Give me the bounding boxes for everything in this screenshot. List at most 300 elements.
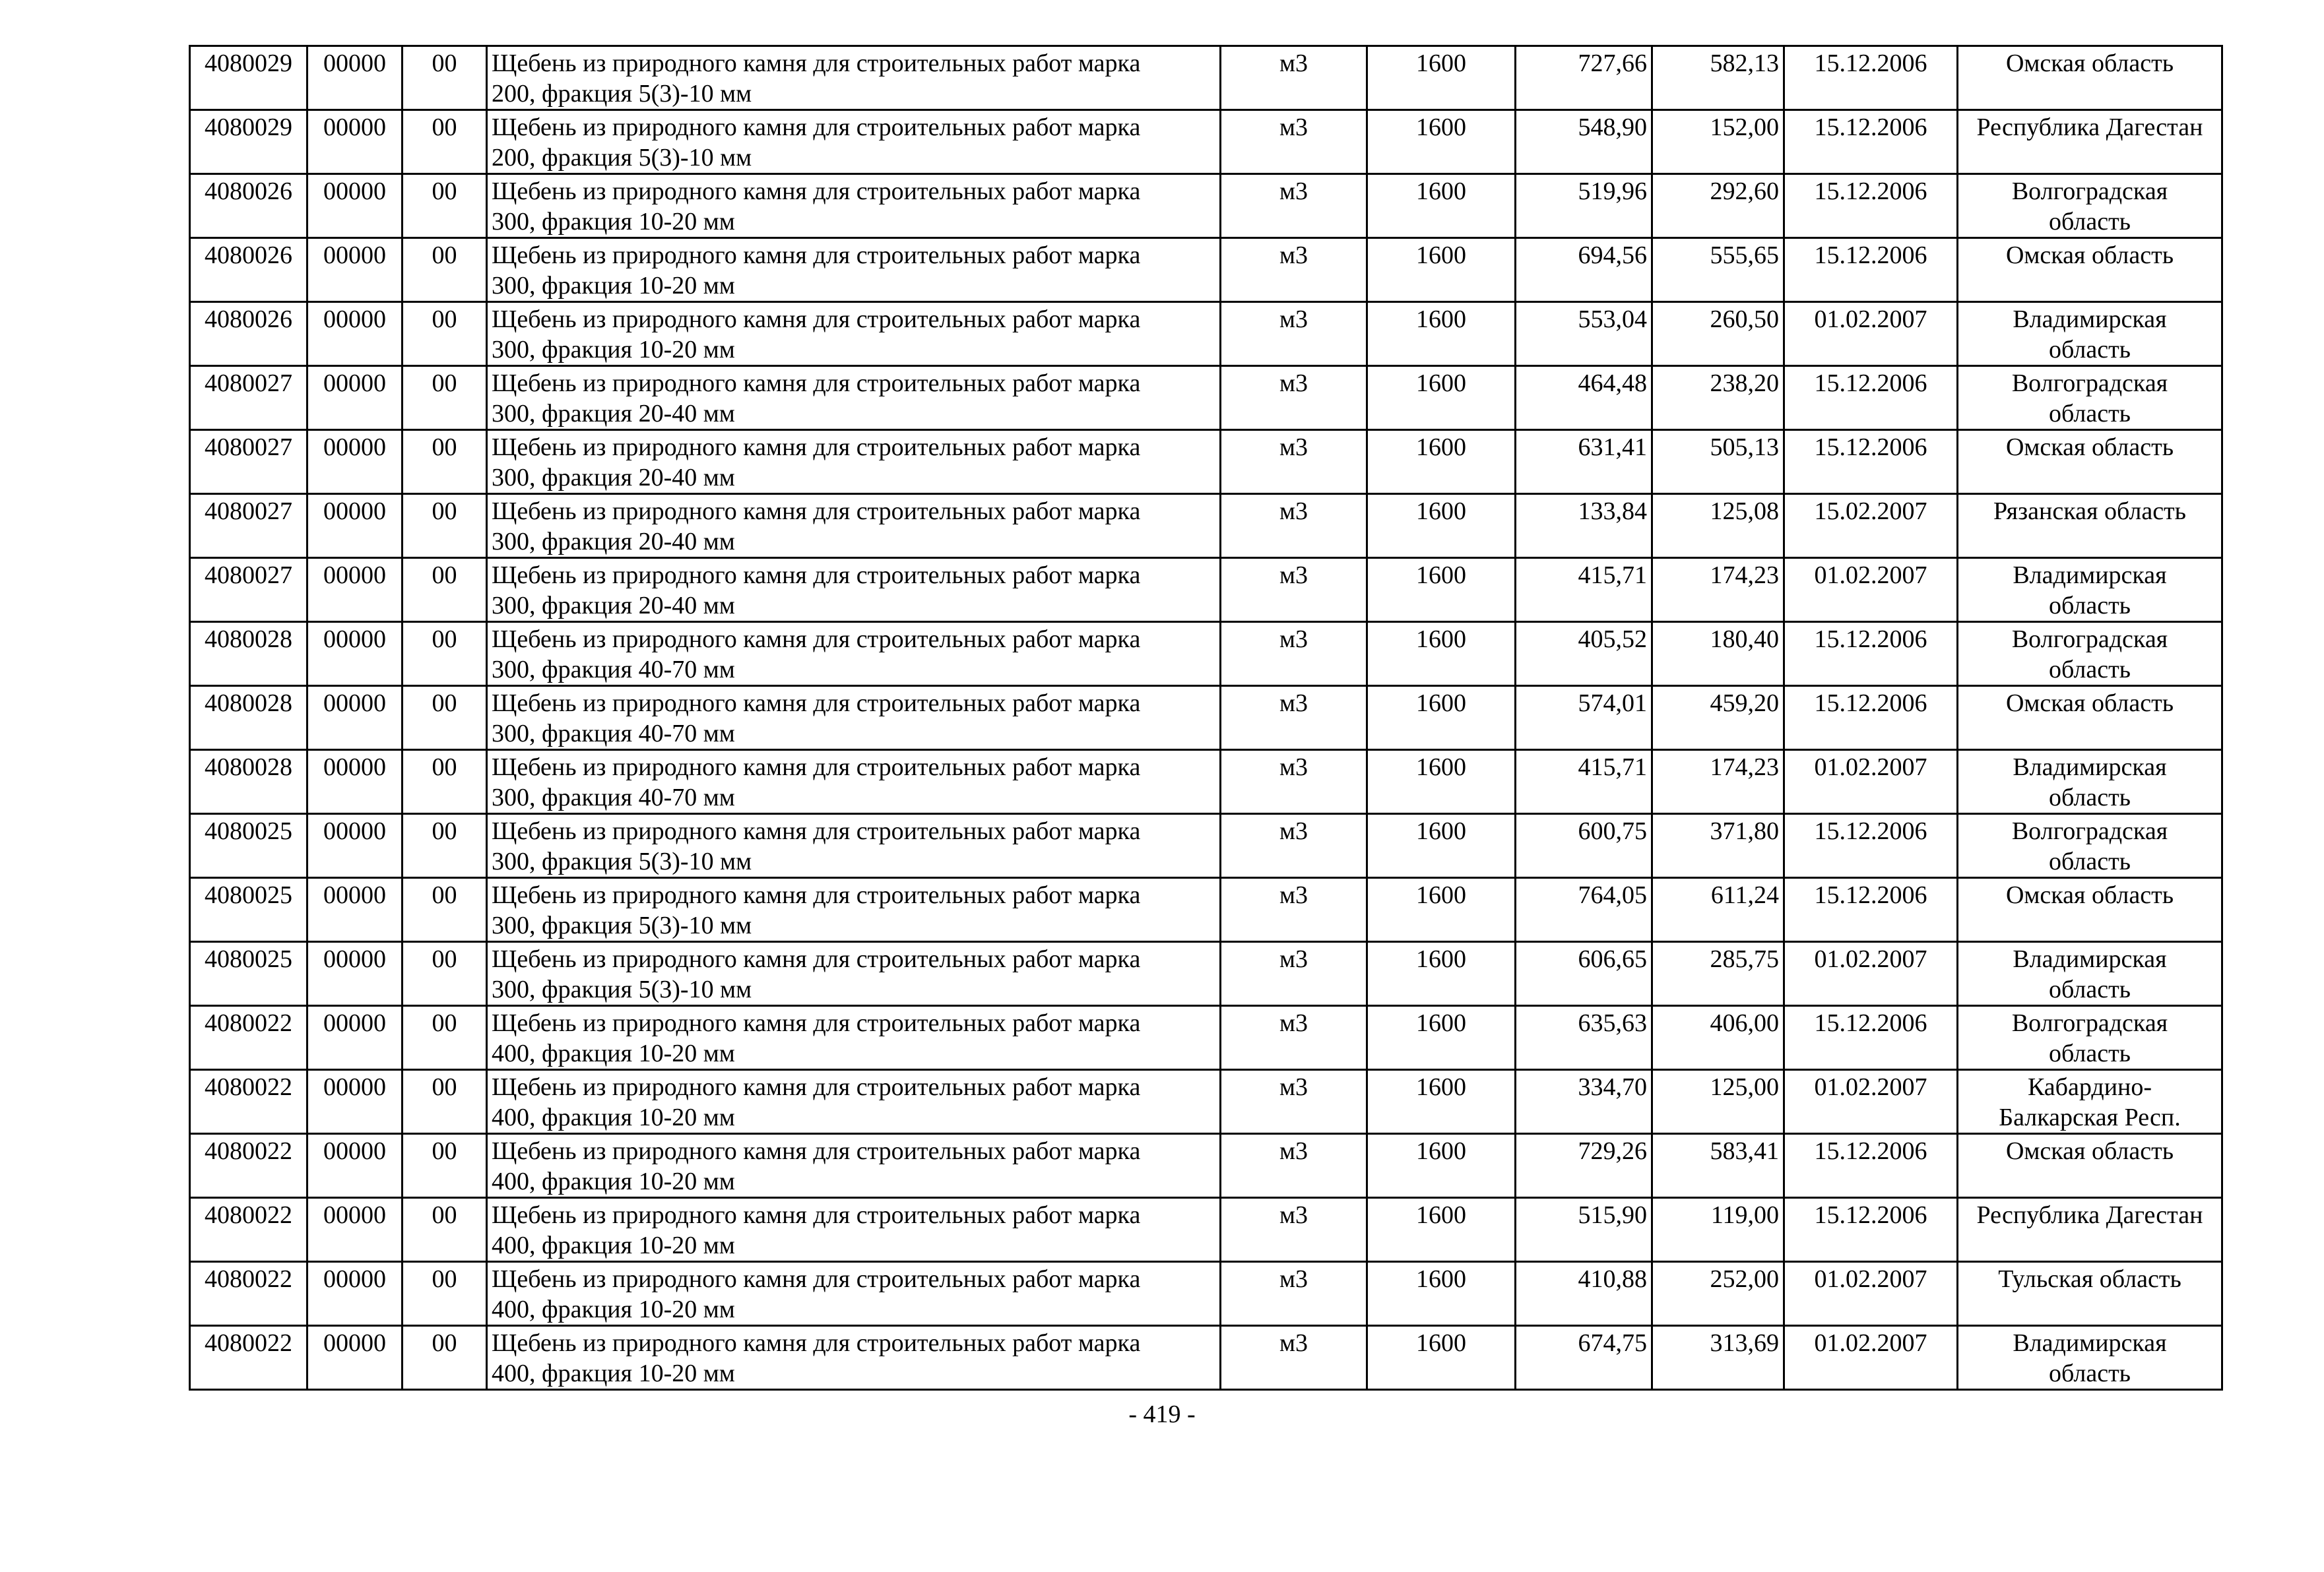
material-name-line2: 300, фракция 20-40 мм <box>492 592 735 619</box>
resource-code-cell <box>190 622 307 686</box>
subcode: 00000 <box>323 1265 386 1293</box>
date: 15.12.2006 <box>1814 113 1927 141</box>
page-number: - 419 - <box>1128 1400 1196 1428</box>
price2: 292,60 <box>1710 177 1779 205</box>
material-name-line1: Щебень из природного камня для строительных работ марка <box>492 1265 1141 1293</box>
subcode2: 00 <box>432 1009 457 1037</box>
subcode: 00000 <box>323 305 386 333</box>
quantity: 1600 <box>1416 241 1466 269</box>
region-cell <box>1958 686 2222 750</box>
price2: 582,13 <box>1710 49 1779 77</box>
subcode-cell <box>307 302 403 366</box>
subcode2: 00 <box>432 177 457 205</box>
unit-cell <box>1221 238 1367 302</box>
region-line1: Республика Дагестан <box>1976 1201 2203 1229</box>
unit: м3 <box>1279 753 1308 781</box>
unit-cell <box>1221 1326 1367 1390</box>
date-cell <box>1784 622 1958 686</box>
material-name-line1: Щебень из природного камня для строительных работ марка <box>492 1009 1141 1037</box>
region-line2: область <box>2048 784 2131 811</box>
price2-cell <box>1652 1198 1784 1262</box>
unit: м3 <box>1279 689 1308 717</box>
resource-code: 4080028 <box>205 753 292 781</box>
date-cell <box>1784 110 1958 174</box>
subcode: 00000 <box>323 561 386 589</box>
unit: м3 <box>1279 497 1308 525</box>
price2: 555,65 <box>1710 241 1779 269</box>
table-row <box>190 558 2222 622</box>
resource-code: 4080026 <box>205 305 292 333</box>
price2-cell <box>1652 1262 1784 1326</box>
region-cell <box>1958 494 2222 558</box>
material-name-line2: 300, фракция 40-70 мм <box>492 784 735 811</box>
material-name-line2: 300, фракция 5(3)-10 мм <box>492 912 752 939</box>
price2-cell <box>1652 302 1784 366</box>
resource-code: 4080029 <box>205 49 292 77</box>
subcode2-cell <box>403 1070 487 1134</box>
region-cell <box>1958 238 2222 302</box>
quantity-cell <box>1367 1134 1516 1198</box>
unit: м3 <box>1279 177 1308 205</box>
subcode-cell <box>307 430 403 494</box>
date-cell <box>1784 750 1958 814</box>
subcode: 00000 <box>323 49 386 77</box>
price1: 674,75 <box>1578 1329 1647 1357</box>
subcode2: 00 <box>432 433 457 461</box>
date: 01.02.2007 <box>1814 753 1927 781</box>
material-name-line2: 300, фракция 20-40 мм <box>492 528 735 555</box>
date: 15.12.2006 <box>1814 177 1927 205</box>
table-row <box>190 238 2222 302</box>
subcode2-cell <box>403 366 487 430</box>
region-cell <box>1958 1006 2222 1070</box>
price1: 334,70 <box>1578 1073 1647 1101</box>
price2-cell <box>1652 686 1784 750</box>
price2: 238,20 <box>1710 369 1779 397</box>
subcode-cell <box>307 1198 403 1262</box>
region-line1: Кабардино- <box>2027 1073 2152 1101</box>
price2-cell <box>1652 1134 1784 1198</box>
region-line2: область <box>2048 976 2131 1003</box>
material-name-cell <box>487 110 1221 174</box>
date: 15.12.2006 <box>1814 1137 1927 1165</box>
price2-cell <box>1652 622 1784 686</box>
date-cell <box>1784 238 1958 302</box>
date-cell <box>1784 494 1958 558</box>
material-name-cell <box>487 366 1221 430</box>
material-name-line1: Щебень из природного камня для строительных работ марка <box>492 241 1141 269</box>
price1-cell <box>1516 302 1652 366</box>
material-name-cell <box>487 686 1221 750</box>
date: 01.02.2007 <box>1814 305 1927 333</box>
region-cell <box>1958 1198 2222 1262</box>
quantity: 1600 <box>1416 433 1466 461</box>
unit: м3 <box>1279 561 1308 589</box>
date: 15.12.2006 <box>1814 1201 1927 1229</box>
region-line1: Омская область <box>2005 689 2174 717</box>
resource-code-cell <box>190 1326 307 1390</box>
subcode2-cell <box>403 1262 487 1326</box>
region-cell <box>1958 46 2222 110</box>
material-name-cell <box>487 558 1221 622</box>
resource-code-cell <box>190 366 307 430</box>
material-name-cell <box>487 1262 1221 1326</box>
resource-code: 4080027 <box>205 561 292 589</box>
unit: м3 <box>1279 433 1308 461</box>
material-name-line2: 400, фракция 10-20 мм <box>492 1360 735 1387</box>
price2: 611,24 <box>1710 881 1779 909</box>
region-cell <box>1958 814 2222 878</box>
subcode: 00000 <box>323 241 386 269</box>
table-row <box>190 878 2222 942</box>
subcode2: 00 <box>432 369 457 397</box>
price1: 553,04 <box>1578 305 1647 333</box>
material-name-line2: 300, фракция 5(3)-10 мм <box>492 848 752 875</box>
quantity-cell <box>1367 366 1516 430</box>
subcode2: 00 <box>432 113 457 141</box>
date-cell <box>1784 1262 1958 1326</box>
material-name-line1: Щебень из природного камня для строительных работ марка <box>492 1329 1141 1357</box>
resource-code: 4080026 <box>205 241 292 269</box>
resource-code: 4080027 <box>205 497 292 525</box>
price1-cell <box>1516 1006 1652 1070</box>
resource-code-cell <box>190 558 307 622</box>
price1-cell <box>1516 814 1652 878</box>
price1: 729,26 <box>1578 1137 1647 1165</box>
material-name-cell <box>487 1070 1221 1134</box>
region-line1: Волгоградская <box>2011 817 2168 845</box>
material-name-line2: 300, фракция 10-20 мм <box>492 208 735 236</box>
price2-cell <box>1652 174 1784 238</box>
resource-code-cell <box>190 1006 307 1070</box>
resource-code-cell <box>190 942 307 1006</box>
subcode-cell <box>307 1262 403 1326</box>
region-cell <box>1958 622 2222 686</box>
material-name-line1: Щебень из природного камня для строительных работ марка <box>492 49 1141 77</box>
quantity-cell <box>1367 750 1516 814</box>
quantity-cell <box>1367 1198 1516 1262</box>
date: 01.02.2007 <box>1814 945 1927 973</box>
material-name-line2: 400, фракция 10-20 мм <box>492 1296 735 1323</box>
subcode2-cell <box>403 238 487 302</box>
resource-code-cell <box>190 1262 307 1326</box>
material-name-line2: 300, фракция 20-40 мм <box>492 400 735 427</box>
unit: м3 <box>1279 1329 1308 1357</box>
subcode: 00000 <box>323 497 386 525</box>
subcode-cell <box>307 1134 403 1198</box>
unit-cell <box>1221 1198 1367 1262</box>
price2: 459,20 <box>1710 689 1779 717</box>
quantity: 1600 <box>1416 753 1466 781</box>
date: 01.02.2007 <box>1814 561 1927 589</box>
table-row <box>190 1070 2222 1134</box>
subcode2-cell <box>403 494 487 558</box>
price1: 606,65 <box>1578 945 1647 973</box>
date-cell <box>1784 366 1958 430</box>
region-line1: Владимирская <box>2013 1329 2167 1357</box>
subcode-cell <box>307 750 403 814</box>
quantity-cell <box>1367 686 1516 750</box>
material-name-line1: Щебень из природного камня для строительных работ марка <box>492 305 1141 333</box>
quantity: 1600 <box>1416 497 1466 525</box>
price1: 727,66 <box>1578 49 1647 77</box>
unit: м3 <box>1279 1137 1308 1165</box>
resource-code: 4080027 <box>205 369 292 397</box>
price1-cell <box>1516 430 1652 494</box>
subcode2-cell <box>403 46 487 110</box>
date: 01.02.2007 <box>1814 1073 1927 1101</box>
resource-code-cell <box>190 1134 307 1198</box>
price2-cell <box>1652 238 1784 302</box>
price1-cell <box>1516 46 1652 110</box>
quantity-cell <box>1367 878 1516 942</box>
quantity-cell <box>1367 1262 1516 1326</box>
subcode2-cell <box>403 302 487 366</box>
date-cell <box>1784 1006 1958 1070</box>
quantity: 1600 <box>1416 561 1466 589</box>
quantity-cell <box>1367 1070 1516 1134</box>
resource-code: 4080022 <box>205 1009 292 1037</box>
subcode2: 00 <box>432 881 457 909</box>
region-cell <box>1958 174 2222 238</box>
material-name-cell <box>487 302 1221 366</box>
subcode-cell <box>307 174 403 238</box>
price1-cell <box>1516 1070 1652 1134</box>
table-row <box>190 494 2222 558</box>
resource-code-cell <box>190 302 307 366</box>
price1-cell <box>1516 942 1652 1006</box>
material-name-line1: Щебень из природного камня для строительных работ марка <box>492 881 1141 909</box>
price1-cell <box>1516 1262 1652 1326</box>
material-name-cell <box>487 750 1221 814</box>
material-name-line2: 200, фракция 5(3)-10 мм <box>492 80 752 108</box>
table-row <box>190 814 2222 878</box>
quantity-cell <box>1367 110 1516 174</box>
subcode-cell <box>307 238 403 302</box>
quantity: 1600 <box>1416 1073 1466 1101</box>
quantity: 1600 <box>1416 305 1466 333</box>
table-row <box>190 366 2222 430</box>
price2-cell <box>1652 494 1784 558</box>
quantity: 1600 <box>1416 689 1466 717</box>
material-name-line1: Щебень из природного камня для строительных работ марка <box>492 369 1141 397</box>
material-name-cell <box>487 494 1221 558</box>
subcode: 00000 <box>323 1201 386 1229</box>
resource-code-cell <box>190 686 307 750</box>
unit: м3 <box>1279 945 1308 973</box>
resource-code: 4080022 <box>205 1265 292 1293</box>
unit-cell <box>1221 1070 1367 1134</box>
region-cell <box>1958 302 2222 366</box>
material-name-cell <box>487 1006 1221 1070</box>
price2-cell <box>1652 430 1784 494</box>
price2-cell <box>1652 46 1784 110</box>
subcode2: 00 <box>432 305 457 333</box>
subcode-cell <box>307 46 403 110</box>
subcode: 00000 <box>323 817 386 845</box>
price2: 285,75 <box>1710 945 1779 973</box>
subcode: 00000 <box>323 689 386 717</box>
table-body <box>190 46 2222 1390</box>
date-cell <box>1784 302 1958 366</box>
unit: м3 <box>1279 305 1308 333</box>
price2-cell <box>1652 1326 1784 1390</box>
region-line2: область <box>2048 400 2131 427</box>
material-name-line1: Щебень из природного камня для строительных работ марка <box>492 625 1141 653</box>
price2-cell <box>1652 110 1784 174</box>
material-name-line2: 300, фракция 20-40 мм <box>492 464 735 491</box>
quantity-cell <box>1367 174 1516 238</box>
table-row <box>190 686 2222 750</box>
subcode2: 00 <box>432 1265 457 1293</box>
date: 01.02.2007 <box>1814 1329 1927 1357</box>
unit: м3 <box>1279 625 1308 653</box>
region-line2: область <box>2048 336 2131 363</box>
region-cell <box>1958 558 2222 622</box>
subcode: 00000 <box>323 945 386 973</box>
resource-code-cell <box>190 46 307 110</box>
resource-code-cell <box>190 750 307 814</box>
unit-cell <box>1221 1262 1367 1326</box>
subcode-cell <box>307 558 403 622</box>
subcode-cell <box>307 1070 403 1134</box>
subcode2: 00 <box>432 49 457 77</box>
unit: м3 <box>1279 369 1308 397</box>
material-name-line2: 300, фракция 5(3)-10 мм <box>492 976 752 1003</box>
price1-cell <box>1516 1134 1652 1198</box>
region-cell <box>1958 1070 2222 1134</box>
material-name-line2: 300, фракция 10-20 мм <box>492 336 735 363</box>
price1-cell <box>1516 686 1652 750</box>
price2-cell <box>1652 814 1784 878</box>
quantity: 1600 <box>1416 113 1466 141</box>
material-name-line2: 300, фракция 40-70 мм <box>492 720 735 747</box>
subcode2: 00 <box>432 241 457 269</box>
quantity-cell <box>1367 1006 1516 1070</box>
resource-code-cell <box>190 238 307 302</box>
quantity: 1600 <box>1416 1265 1466 1293</box>
material-name-cell <box>487 238 1221 302</box>
material-name-cell <box>487 430 1221 494</box>
subcode2-cell <box>403 1134 487 1198</box>
region-line1: Владимирская <box>2013 561 2167 589</box>
unit-cell <box>1221 942 1367 1006</box>
date: 15.12.2006 <box>1814 1009 1927 1037</box>
table-row <box>190 430 2222 494</box>
material-name-cell <box>487 1134 1221 1198</box>
price2: 313,69 <box>1710 1329 1779 1357</box>
subcode: 00000 <box>323 1329 386 1357</box>
region-cell <box>1958 1134 2222 1198</box>
price2-cell <box>1652 1006 1784 1070</box>
date-cell <box>1784 174 1958 238</box>
subcode2-cell <box>403 814 487 878</box>
subcode-cell <box>307 622 403 686</box>
region-cell <box>1958 750 2222 814</box>
price2: 152,00 <box>1710 113 1779 141</box>
date-cell <box>1784 558 1958 622</box>
table-row <box>190 1006 2222 1070</box>
region-line1: Владимирская <box>2013 305 2167 333</box>
subcode: 00000 <box>323 881 386 909</box>
quantity: 1600 <box>1416 945 1466 973</box>
material-name-cell <box>487 46 1221 110</box>
price1: 464,48 <box>1578 369 1647 397</box>
material-name-line1: Щебень из природного камня для строительных работ марка <box>492 561 1141 589</box>
unit-cell <box>1221 878 1367 942</box>
unit-cell <box>1221 494 1367 558</box>
subcode: 00000 <box>323 369 386 397</box>
table-row <box>190 302 2222 366</box>
subcode-cell <box>307 494 403 558</box>
price1: 764,05 <box>1578 881 1647 909</box>
subcode2: 00 <box>432 497 457 525</box>
resource-code: 4080022 <box>205 1329 292 1357</box>
resource-code: 4080028 <box>205 625 292 653</box>
subcode2: 00 <box>432 689 457 717</box>
material-name-line1: Щебень из природного камня для строительных работ марка <box>492 177 1141 205</box>
table-row <box>190 1134 2222 1198</box>
date-cell <box>1784 1326 1958 1390</box>
price1-cell <box>1516 878 1652 942</box>
material-name-cell <box>487 878 1221 942</box>
table-row <box>190 622 2222 686</box>
unit-cell <box>1221 1134 1367 1198</box>
unit-cell <box>1221 686 1367 750</box>
resource-code-cell <box>190 1070 307 1134</box>
subcode-cell <box>307 878 403 942</box>
price1-cell <box>1516 494 1652 558</box>
price1: 519,96 <box>1578 177 1647 205</box>
region-line1: Волгоградская <box>2011 177 2168 205</box>
unit-cell <box>1221 750 1367 814</box>
subcode-cell <box>307 942 403 1006</box>
date: 15.12.2006 <box>1814 49 1927 77</box>
subcode: 00000 <box>323 113 386 141</box>
material-name-line2: 300, фракция 40-70 мм <box>492 656 735 683</box>
region-line2: область <box>2048 592 2131 619</box>
subcode2-cell <box>403 110 487 174</box>
price1-cell <box>1516 110 1652 174</box>
quantity-cell <box>1367 238 1516 302</box>
quantity-cell <box>1367 494 1516 558</box>
price1: 133,84 <box>1578 497 1647 525</box>
price2-cell <box>1652 366 1784 430</box>
unit: м3 <box>1279 1201 1308 1229</box>
subcode-cell <box>307 686 403 750</box>
price2: 180,40 <box>1710 625 1779 653</box>
date: 15.12.2006 <box>1814 881 1927 909</box>
subcode-cell <box>307 110 403 174</box>
material-name-line1: Щебень из природного камня для строительных работ марка <box>492 1137 1141 1165</box>
subcode2: 00 <box>432 753 457 781</box>
unit: м3 <box>1279 881 1308 909</box>
date: 15.12.2006 <box>1814 817 1927 845</box>
price2: 505,13 <box>1710 433 1779 461</box>
region-line1: Омская область <box>2005 241 2174 269</box>
subcode-cell <box>307 366 403 430</box>
unit: м3 <box>1279 1265 1308 1293</box>
price2: 125,08 <box>1710 497 1779 525</box>
resource-code: 4080028 <box>205 689 292 717</box>
price1: 405,52 <box>1578 625 1647 653</box>
quantity-cell <box>1367 942 1516 1006</box>
subcode2: 00 <box>432 1329 457 1357</box>
material-name-line1: Щебень из природного камня для строительных работ марка <box>492 689 1141 717</box>
table-row <box>190 942 2222 1006</box>
region-line2: область <box>2048 1360 2131 1387</box>
material-name-cell <box>487 814 1221 878</box>
